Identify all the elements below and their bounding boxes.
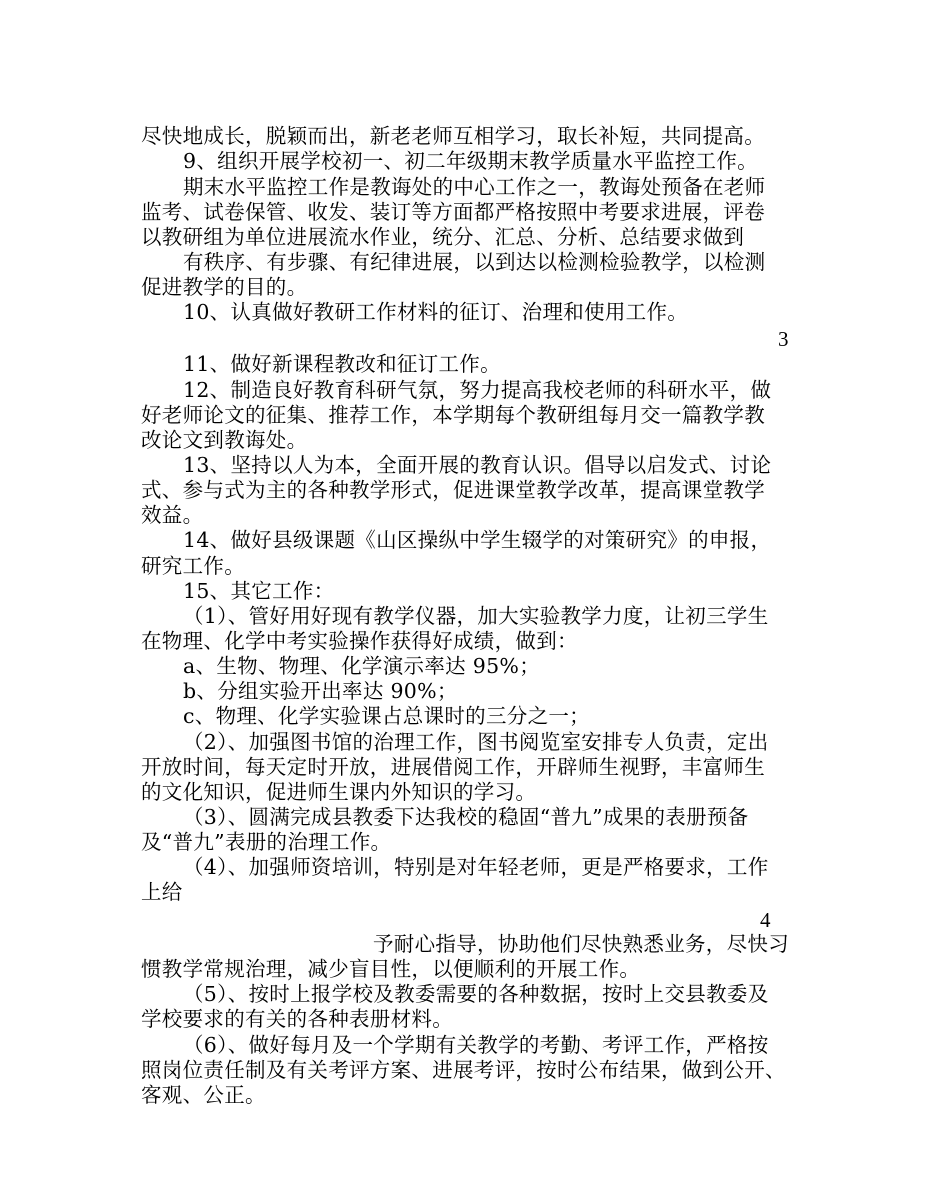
text-line: （1）、管好用好现有教学仪器，加大实验教学力度，让初三学生 <box>183 604 769 628</box>
text-line: 研究工作。 <box>141 554 245 578</box>
text-line: （5）、按时上报学校及教委需要的各种数据，按时上交县教委及 <box>183 982 769 1006</box>
text-line: 惯教学常规治理，减少盲目性，以便顺利的开展工作。 <box>141 957 641 981</box>
text-line: 13、坚持以人为本，全面开展的教育认识。倡导以启发式、讨论 <box>183 453 772 477</box>
page-number: 3 <box>778 327 789 351</box>
text-line: 有秩序、有步骤、有纪律进展，以到达以检测检验教学，以检测 <box>183 250 766 274</box>
text-line: 14、做好县级课题《山区操纵中学生辍学的对策研究》的申报， <box>183 528 772 552</box>
text-line: （3）、圆满完成县教委下达我校的稳固“普九”成果的表册预备 <box>183 805 749 829</box>
text-line: 促进教学的目的。 <box>141 275 308 299</box>
text-line: 12、制造良好教育科研气氛，努力提高我校老师的科研水平，做 <box>183 378 772 402</box>
text-line: 开放时间，每天定时开放，进展借阅工作，开辟师生视野，丰富师生 <box>141 755 765 779</box>
text-line: 式、参与式为主的各种教学形式，促进课堂教学改革，提高课堂教学 <box>141 478 765 502</box>
text-line: （2）、加强图书馆的治理工作，图书阅览室安排专人负责，定出 <box>183 730 769 754</box>
text-line: 期末水平监控工作是教诲处的中心工作之一，教诲处预备在老师 <box>183 175 766 199</box>
text-line: （4）、加强师资培训，特别是对年轻老师，更是严格要求，工作 <box>183 855 769 879</box>
text-line: 以教研组为单位进展流水作业，统分、汇总、分析、总结要求做到 <box>141 225 745 249</box>
text-line: 11、做好新课程教改和征订工作。 <box>183 352 501 376</box>
text-line: 客观、公正。 <box>141 1083 266 1107</box>
text-line: 监考、试卷保管、收发、装订等方面都严格按照中考要求进展，评卷 <box>141 200 765 224</box>
text-line: 的文化知识，促进师生课内外知识的学习。 <box>141 780 537 804</box>
text-line: 尽快地成长，脱颖而出，新老老师互相学习，取长补短，共同提高。 <box>141 124 765 148</box>
text-line: b、分组实验开出率达 90%； <box>183 679 458 703</box>
text-line: 9、组织开展学校初一、初二年级期末教学质量水平监控工作。 <box>183 149 758 173</box>
text-line: 及“普九”表册的治理工作。 <box>141 830 392 854</box>
text-line: c、物理、化学实验课占总课时的三分之一； <box>183 704 590 728</box>
text-line: 10、认真做好教研工作材料的征订、治理和使用工作。 <box>183 300 689 324</box>
text-line: 15、其它工作： <box>183 579 335 603</box>
text-line: 在物理、化学中考实验操作获得好成绩，做到： <box>141 629 578 653</box>
text-line: 学校要求的有关的各种表册材料。 <box>141 1007 453 1031</box>
text-line: （6）、做好每月及一个学期有关教学的考勤、考评工作，严格按 <box>183 1033 769 1057</box>
text-line: 效益。 <box>141 503 204 527</box>
page-number: 4 <box>760 908 771 932</box>
text-line: 上给 <box>141 880 183 904</box>
text-line: 改论文到教诲处。 <box>141 428 308 452</box>
text-line: 照岗位责任制及有关考评方案、进展考评，按时公布结果，做到公开、 <box>141 1058 786 1082</box>
text-line: a、生物、物理、化学演示率达 95%； <box>183 654 541 678</box>
text-line: 好老师论文的征集、推荐工作，本学期每个教研组每月交一篇教学教 <box>141 403 765 427</box>
text-line: 予耐心指导，协助他们尽快熟悉业务，尽快习 <box>373 932 789 956</box>
